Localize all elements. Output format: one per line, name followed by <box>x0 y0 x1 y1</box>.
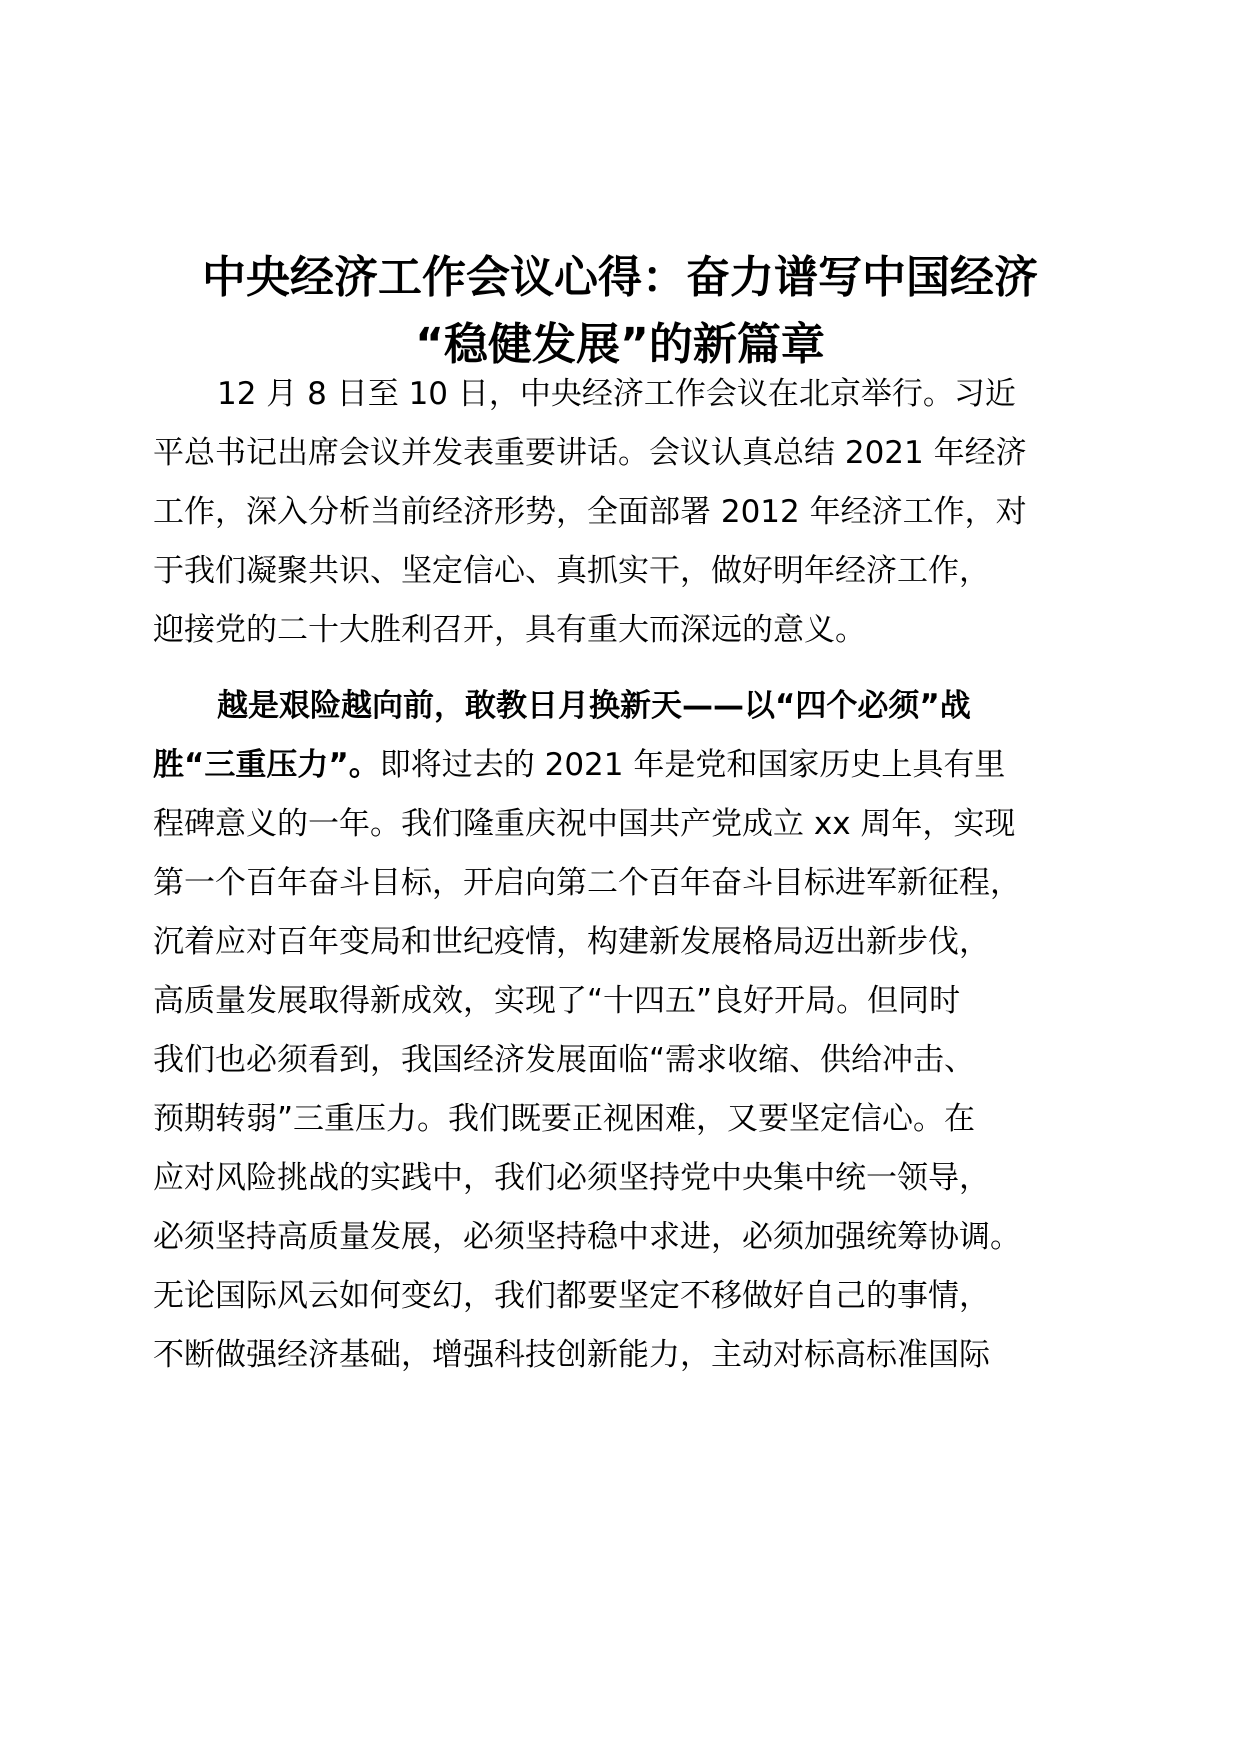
paragraph-2-line-3: 第一个百年奋斗目标，开启向第二个百年奋斗目标进军新征程， <box>153 865 1021 901</box>
paragraph-2-line-11: 不断做强经济基础，增强科技创新能力，主动对标高标准国际 <box>153 1337 990 1373</box>
paragraph-1-line-1: 12 月 8 日至 10 日，中央经济工作会议在北京举行。习近 <box>217 376 1016 412</box>
document-title-line-1: 中央经济工作会议心得：奋力谱写中国经济 <box>202 252 1038 303</box>
paragraph-1-line-4: 于我们凝聚共识、坚定信心、真抓实干，做好明年经济工作， <box>153 553 990 589</box>
paragraph-1-line-5: 迎接党的二十大胜利召开，具有重大而深远的意义。 <box>153 612 866 648</box>
paragraph-2-line-6: 我们也必须看到，我国经济发展面临“需求收缩、供给冲击、 <box>153 1042 976 1078</box>
paragraph-2-line-4: 沉着应对百年变局和世纪疫情，构建新发展格局迈出新步伐， <box>153 924 990 960</box>
paragraph-2-line-8: 应对风险挑战的实践中，我们必须坚持党中央集中统一领导， <box>153 1160 990 1196</box>
paragraph-2-line-9: 必须坚持高质量发展，必须坚持稳中求进，必须加强统筹协调。 <box>153 1219 1021 1255</box>
paragraph-2-line-1-text: 即将过去的 2021 年是党和国家历史上具有里 <box>379 747 1006 783</box>
paragraph-2-heading-end: 胜“三重压力”。 <box>153 747 380 783</box>
paragraph-2-line-10: 无论国际风云如何变幻，我们都要坚定不移做好自己的事情， <box>153 1278 990 1314</box>
paragraph-2-line-2: 程碑意义的一年。我们隆重庆祝中国共产党成立 xx 周年，实现 <box>153 806 1016 842</box>
paragraph-1-line-2: 平总书记出席会议并发表重要讲话。会议认真总结 2021 年经济 <box>153 435 1027 471</box>
paragraph-1-line-3: 工作，深入分析当前经济形势，全面部署 2012 年经济工作，对 <box>153 494 1027 530</box>
paragraph-2-line-7: 预期转弱”三重压力。我们既要正视困难，又要坚定信心。在 <box>153 1101 976 1137</box>
document-title-line-2: “稳健发展”的新篇章 <box>415 319 825 370</box>
paragraph-2-heading-line-1: 越是艰险越向前，敢教日月换新天——以“四个必须”战 <box>217 688 971 724</box>
paragraph-2-line-5: 高质量发展取得新成效，实现了“十四五”良好开局。但同时 <box>153 983 961 1019</box>
paragraph-2-line-1 <box>153 745 1093 785</box>
